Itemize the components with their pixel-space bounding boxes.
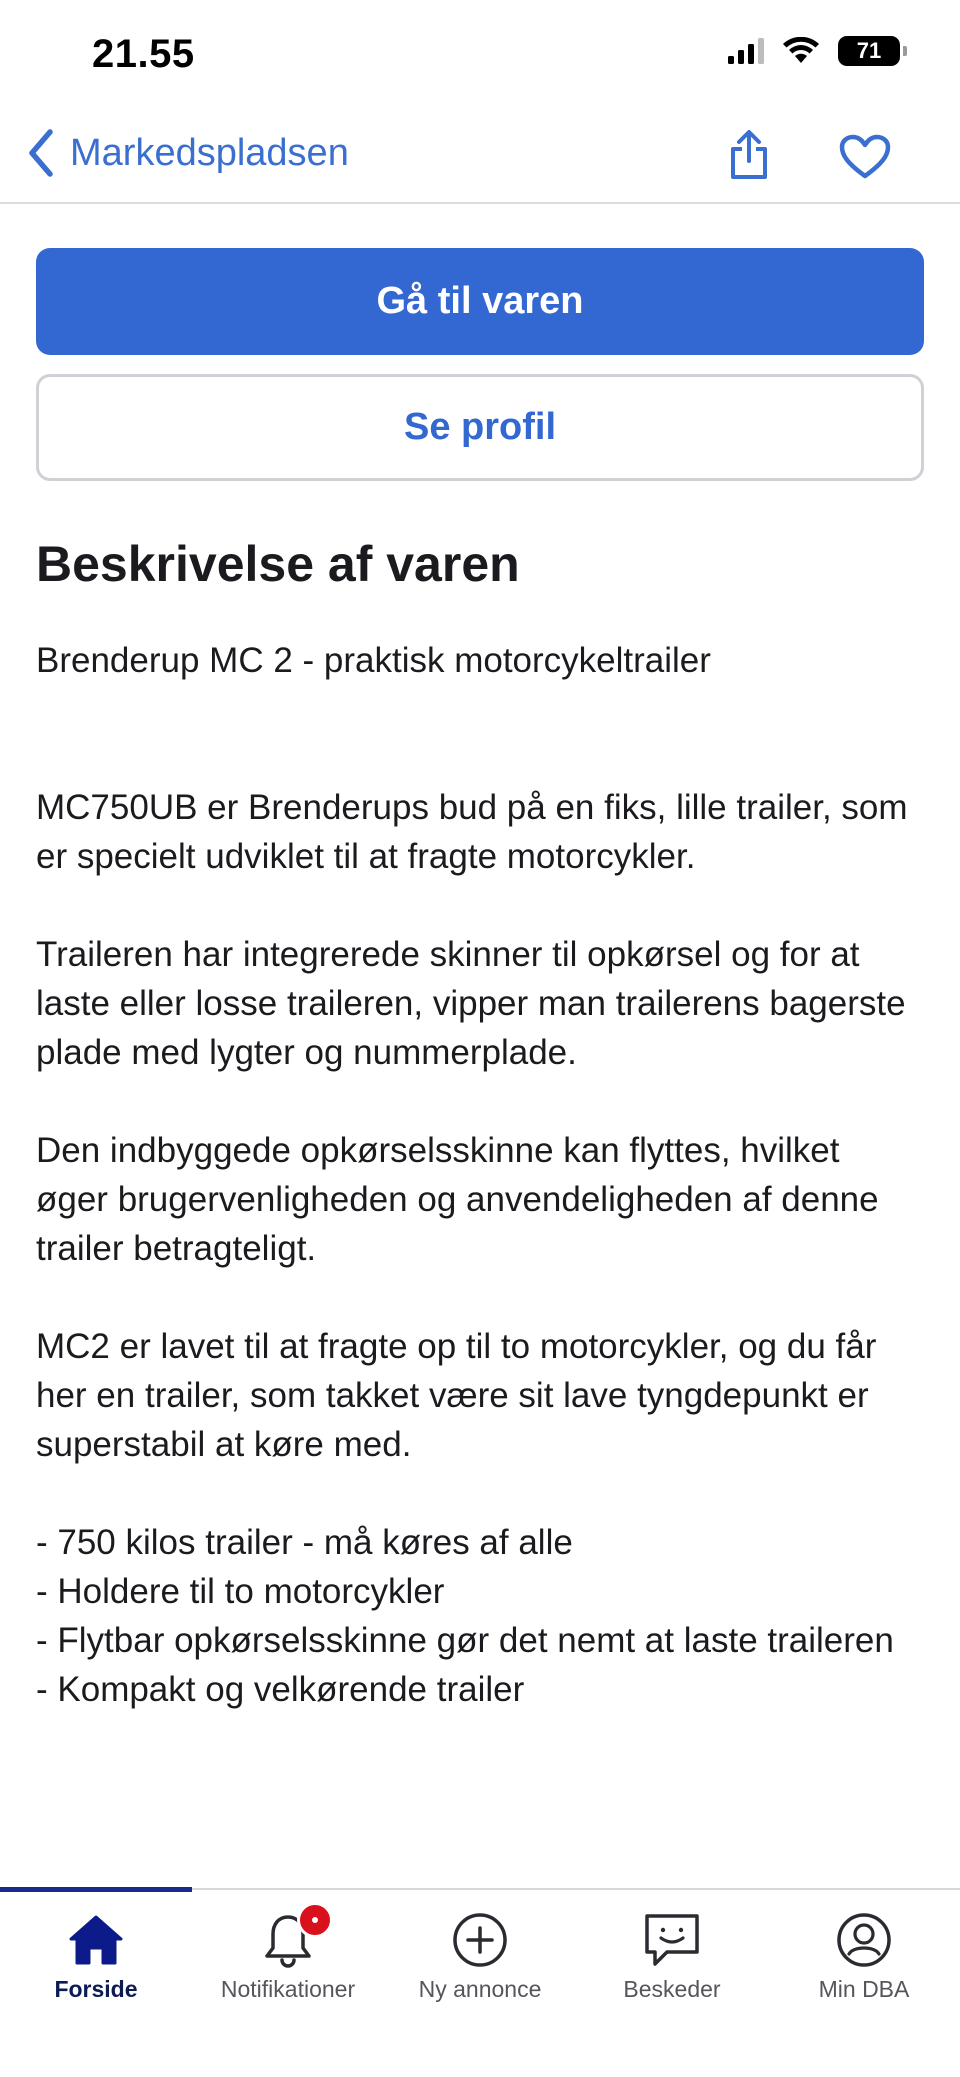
feature-item: - Holdere til to motorcykler xyxy=(36,1572,445,1611)
tab-notifikationer[interactable] xyxy=(192,1890,384,2010)
feature-list xyxy=(36,1518,916,1714)
battery-tip xyxy=(903,46,907,56)
tab-min-dba[interactable] xyxy=(768,1890,960,2010)
cellular-signal-icon xyxy=(728,38,764,64)
feature-item: - Flytbar opkørselsskinne gør det nemt at laste traileren xyxy=(36,1621,894,1660)
go-to-item-button[interactable]: Gå til varen xyxy=(36,248,924,355)
tab-beskeder[interactable] xyxy=(576,1890,768,2010)
chat-icon xyxy=(643,1912,701,1968)
status-icons xyxy=(728,36,900,66)
tab-forside[interactable] xyxy=(0,1890,192,2010)
share-icon xyxy=(729,129,769,181)
wifi-icon xyxy=(782,37,820,65)
back-button[interactable] xyxy=(26,128,349,178)
tab-ny-annonce[interactable] xyxy=(384,1890,576,2010)
description-title: Beskrivelse af varen xyxy=(36,536,520,592)
tab-label: Notifikationer xyxy=(220,1976,356,2002)
status-time: 21.55 xyxy=(92,32,195,76)
description-paragraph: MC750UB er Brenderups bud på en fiks, lille trailer, som er specielt udviklet til at fragte motorcykler. xyxy=(36,788,908,876)
tab-label: Beskeder xyxy=(623,1976,721,2002)
feature-item: - Kompakt og velkørende trailer xyxy=(36,1670,525,1709)
description-paragraph: MC2 er lavet til at fragte op til to motorcykler, og du får her en trailer, som takket være sit lave tyngdepunkt er superstabil at køre med. xyxy=(36,1327,877,1464)
share-button[interactable] xyxy=(723,126,775,184)
see-profile-button[interactable]: Se profil xyxy=(36,374,924,481)
chevron-left-icon xyxy=(26,128,56,178)
description-paragraph: Traileren har integrerede skinner til opkørsel og for at laste eller losse traileren, vipper man trailerens bagerste plade med lygter og nummerplade. xyxy=(36,935,906,1072)
tab-bar xyxy=(0,1888,960,2077)
status-bar xyxy=(0,0,960,110)
description-body xyxy=(36,636,916,1714)
tab-label: Forside xyxy=(54,1976,138,2002)
back-label: Markedspladsen xyxy=(70,131,349,174)
heart-icon xyxy=(839,134,891,180)
favorite-button[interactable] xyxy=(836,130,894,184)
notification-badge xyxy=(297,1902,333,1938)
plus-circle-icon xyxy=(452,1912,508,1968)
profile-icon xyxy=(836,1912,892,1968)
battery-level: 71 xyxy=(856,38,882,63)
description-paragraph: Brenderup MC 2 - praktisk motorcykeltrailer xyxy=(36,641,711,680)
feature-item: - 750 kilos trailer - må køres af alle xyxy=(36,1523,573,1562)
description-paragraph: Den indbyggede opkørselsskinne kan flyttes, hvilket øger brugervenligheden og anvendeligheden af denne trailer betragteligt. xyxy=(36,1131,879,1268)
nav-bar xyxy=(0,110,960,204)
tab-label: Min DBA xyxy=(818,1976,910,2002)
battery-icon xyxy=(838,36,900,66)
tab-label: Ny annonce xyxy=(418,1976,542,2002)
home-icon xyxy=(68,1914,124,1966)
